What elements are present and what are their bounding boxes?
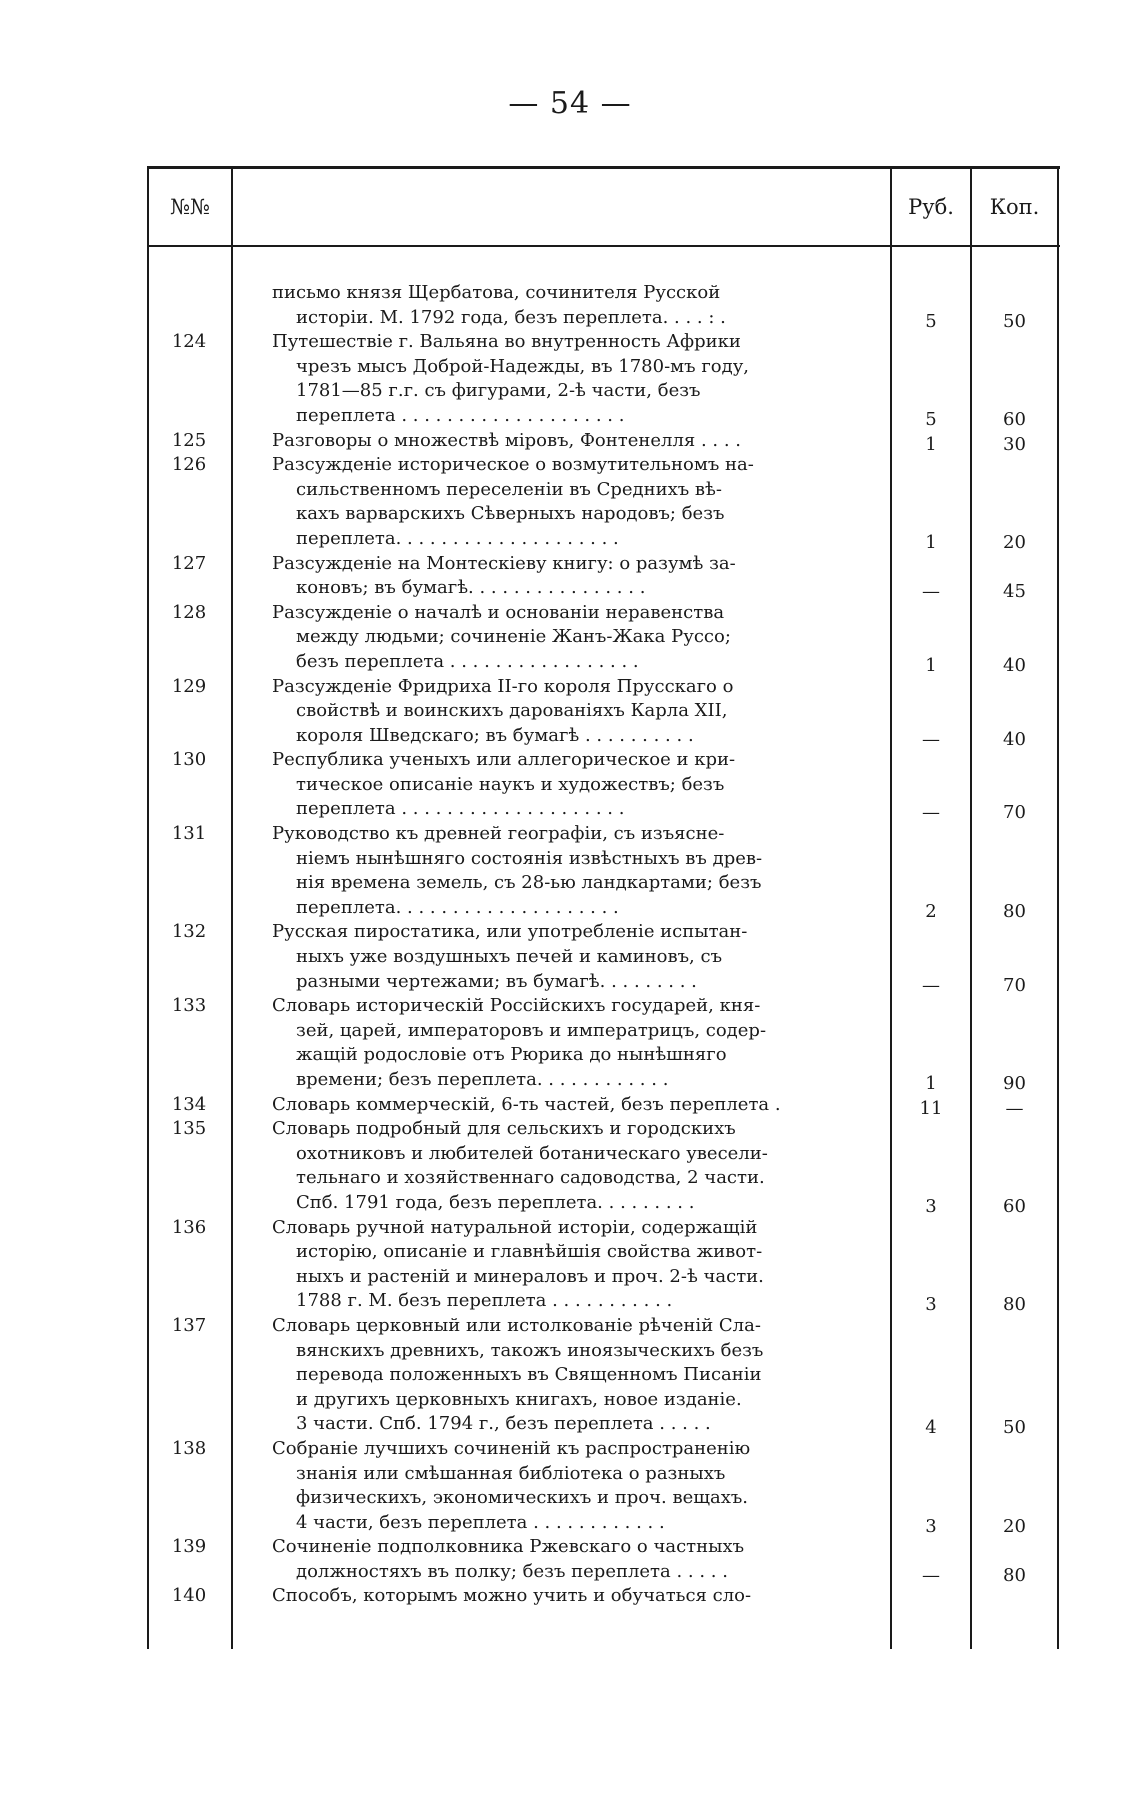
header-rubles: Руб. [908,195,954,219]
entry-price-rubles: — [922,974,940,996]
entry-line: перевода положенныхъ въ Священномъ Писанiи [296,1364,762,1386]
entry-line: Разговоры о множествѣ мiровъ, Фонтенелля . . . . [272,429,742,451]
entry-number: 124 [171,331,207,353]
entry-description [272,1437,877,1535]
entry-description [272,601,877,675]
entry-line: Разсужденiе историческое о возмутительномъ на- [272,454,754,476]
catalog-entry [147,822,1060,920]
entry-description [272,1584,877,1609]
entry-price-kopecks: 70 [1003,974,1026,996]
entry-price-rubles: 1 [925,531,937,553]
entry-line: Словарь коммерческiй, 6-ть частей, безъ переплета . [272,1093,781,1115]
page-number: — 54 — [508,86,632,121]
entry-price-kopecks: 60 [1003,408,1026,430]
header-kopecks: Коп. [989,195,1040,219]
entry-line: Собранiе лучшихъ сочиненiй къ распространенiю [272,1437,751,1459]
entry-line: ныхъ уже воздушныхъ печей и каминовъ, съ [296,946,723,968]
entry-line: сильственномъ переселенiи въ Среднихъ вѣ- [296,478,722,500]
entry-line: Словарь подробный для сельскихъ и городскихъ [272,1118,736,1140]
entry-line: 4 части, безъ переплета . . . . . . . . . . . . [296,1511,665,1533]
entry-price-kopecks: 20 [1003,1515,1026,1537]
catalog-entry [147,281,1060,330]
entry-description [272,281,877,330]
header-rule [147,245,1060,247]
entry-line: кахъ варварскихъ Сѣверныхъ народовъ; безъ [296,503,725,525]
entry-line: Разсужденiе о началѣ и основанiи неравенства [272,601,725,623]
entry-line: свойствѣ и воинскихъ дарованiяхъ Карла XII, [296,700,728,722]
entry-line: охотниковъ и любителей ботаническаго увесели- [296,1142,768,1164]
entry-price-rubles: — [922,581,940,603]
entry-number: 139 [171,1536,207,1558]
entry-price-kopecks: 80 [1003,1564,1026,1586]
entry-line: Словарь ручной натуральной исторiи, содержащiй [272,1216,758,1238]
entry-line: должностяхъ въ полку; безъ переплета . . . . . [296,1560,728,1582]
catalog-entry [147,1216,1060,1314]
entry-list [147,281,1060,1609]
catalog-entry [147,1093,1060,1118]
entry-line: 3 части. Спб. 1794 г., безъ переплета . . . . . [296,1413,711,1435]
entry-price-rubles: 2 [925,900,937,922]
entry-price-rubles: 3 [925,1515,937,1537]
entry-number: 137 [171,1314,207,1336]
entry-line: и другихъ церковныхъ книгахъ, новое изданiе. [296,1388,742,1410]
entry-price-kopecks: 50 [1003,1417,1026,1439]
entry-price-kopecks: 80 [1003,1294,1026,1316]
entry-line: ныхъ и растенiй и минераловъ и проч. 2-ѣ части. [296,1265,764,1287]
entry-line: Способъ, которымъ можно учить и обучаться сло- [272,1585,752,1607]
catalog-entry [147,330,1060,428]
entry-price-rubles: 5 [925,310,937,332]
catalog-entry [147,1535,1060,1584]
entry-number: 135 [171,1118,207,1140]
entry-line: жащiй родословiе отъ Рюрика до нынѣшняго [296,1044,727,1066]
catalog-entry [147,748,1060,822]
catalog-entry [147,453,1060,551]
header-number: №№ [170,195,210,219]
entry-price-kopecks: 40 [1003,654,1026,676]
catalog-entry [147,1117,1060,1215]
entry-description [272,552,877,601]
entry-line: зей, царей, императоровъ и императрицъ, содер- [296,1019,767,1041]
entry-line: Словарь церковный или истолкованiе рѣченiй Сла- [272,1314,761,1336]
entry-description [272,330,877,428]
entry-description [272,1535,877,1584]
entry-description [272,1314,877,1437]
entry-line: коновъ; въ бумагѣ. . . . . . . . . . . . . . . . [296,577,646,599]
entry-price-kopecks: 80 [1003,900,1026,922]
entry-line: Спб. 1791 года, безъ переплета. . . . . . . . . [296,1191,695,1213]
catalog-entry [147,429,1060,454]
entry-description [272,994,877,1092]
entry-price-rubles: 1 [925,433,937,455]
entry-description [272,920,877,994]
entry-price-kopecks: 70 [1003,802,1026,824]
catalog-entry [147,1314,1060,1437]
entry-price-rubles: 1 [925,654,937,676]
catalog-entry [147,1437,1060,1535]
entry-price-rubles: 3 [925,1294,937,1316]
catalog-entry [147,920,1060,994]
entry-description [272,675,877,749]
entry-description [272,429,877,454]
catalog-entry [147,601,1060,675]
entry-line: тическое описанiе наукъ и художествъ; безъ [296,773,725,795]
price-list-table [147,166,1060,1649]
entry-price-kopecks: 40 [1003,728,1026,750]
catalog-entry [147,1584,1060,1609]
entry-number: 136 [171,1216,207,1238]
entry-description [272,1093,877,1118]
entry-line: письмо князя Щербатова, сочинителя Русской [272,282,721,303]
entry-price-rubles: 5 [925,408,937,430]
entry-line: переплета . . . . . . . . . . . . . . . . . . . . [296,798,625,820]
entry-line: 1788 г. М. безъ переплета . . . . . . . . . . . [296,1290,673,1312]
entry-number: 140 [171,1585,207,1607]
entry-number: 128 [171,601,207,623]
entry-line: нiемъ нынѣшняго состоянiя извѣстныхъ въ древ- [296,847,763,869]
entry-line: переплета. . . . . . . . . . . . . . . . . . . . [296,896,619,918]
entry-number: 138 [171,1437,207,1459]
entry-line: вянскихъ древнихъ, такожъ иноязыческихъ безъ [296,1339,764,1361]
entry-line: физическихъ, экономическихъ и проч. вещахъ. [296,1487,749,1509]
entry-line: переплета . . . . . . . . . . . . . . . . . . . . [296,404,625,426]
entry-line: тельнаго и хозяйственнаго садоводства, 2 части. [296,1167,765,1189]
entry-description [272,1117,877,1215]
entry-line: чрезъ мысъ Доброй-Надежды, въ 1780-мъ году, [296,355,750,377]
entry-price-rubles: 11 [919,1097,943,1119]
entry-line: времени; безъ переплета. . . . . . . . . . . . [296,1069,669,1090]
entry-price-rubles: — [922,728,940,750]
entry-line: Разсужденiе на Монтескiеву книгу: о разумѣ за- [272,552,736,574]
entry-line: Руководство къ древней географiи, съ изъясне- [272,823,725,845]
entry-line: исторiи. М. 1792 года, безъ переплета. . . . : . [296,306,726,328]
entry-number: 131 [171,823,207,845]
entry-price-kopecks: 45 [1003,581,1026,603]
entry-line: нiя времена земель, съ 28-ью ландкартами; безъ [296,872,762,894]
entry-price-rubles: 1 [925,1073,937,1094]
entry-price-rubles: 4 [925,1417,937,1439]
entry-number: 132 [171,921,207,943]
entry-line: переплета. . . . . . . . . . . . . . . . . . . . [296,527,619,549]
entry-description [272,453,877,551]
entry-line: Республика ученыхъ или аллегорическое и кри- [272,749,736,771]
entry-line: разными чертежами; въ бумагѣ. . . . . . . . . [296,970,697,992]
entry-number: 129 [171,675,207,697]
entry-line: Словарь историческiй Россiйскихъ государей, кня- [272,995,761,1017]
catalog-entry [147,552,1060,601]
entry-number: 130 [171,749,207,771]
entry-price-rubles: 3 [925,1195,937,1217]
entry-price-kopecks: 30 [1003,433,1026,455]
entry-description [272,748,877,822]
entry-price-kopecks: — [1005,1097,1024,1119]
catalog-entry [147,675,1060,749]
entry-line: между людьми; сочиненiе Жанъ-Жака Руссо; [296,626,731,648]
entry-price-kopecks: 20 [1003,531,1026,553]
entry-line: 1781—85 г.г. съ фигурами, 2-ѣ части, безъ [296,380,701,402]
entry-line: короля Шведскаго; въ бумагѣ . . . . . . . . . . [296,724,694,746]
entry-number: 127 [171,552,207,574]
entry-price-rubles: — [922,1564,940,1586]
entry-line: исторiю, описанiе и главнѣйшiя свойства живот- [296,1241,763,1263]
entry-number: 134 [171,1093,207,1115]
entry-price-kopecks: 60 [1003,1195,1026,1217]
entry-line: знанiя или смѣшанная библiотека о разныхъ [296,1462,726,1484]
entry-number: 133 [171,995,207,1017]
entry-line: безъ переплета . . . . . . . . . . . . . . . . . [296,650,639,672]
entry-price-kopecks: 90 [1003,1073,1026,1094]
entry-description [272,822,877,920]
entry-number: 125 [171,429,207,451]
entry-line: Сочиненiе подполковника Ржевскаго о частныхъ [272,1536,745,1558]
entry-description [272,1216,877,1314]
entry-line: Путешествiе г. Вальяна во внутренность Африки [272,331,741,353]
entry-line: Русская пиростатика, или употребленiе испытан- [272,921,748,943]
catalog-entry [147,994,1060,1092]
entry-number: 126 [171,454,207,476]
entry-price-rubles: — [922,802,940,824]
entry-price-kopecks: 50 [1003,310,1026,332]
entry-line: Разсужденiе Фридриха II-го короля Прусскаго о [272,675,734,697]
